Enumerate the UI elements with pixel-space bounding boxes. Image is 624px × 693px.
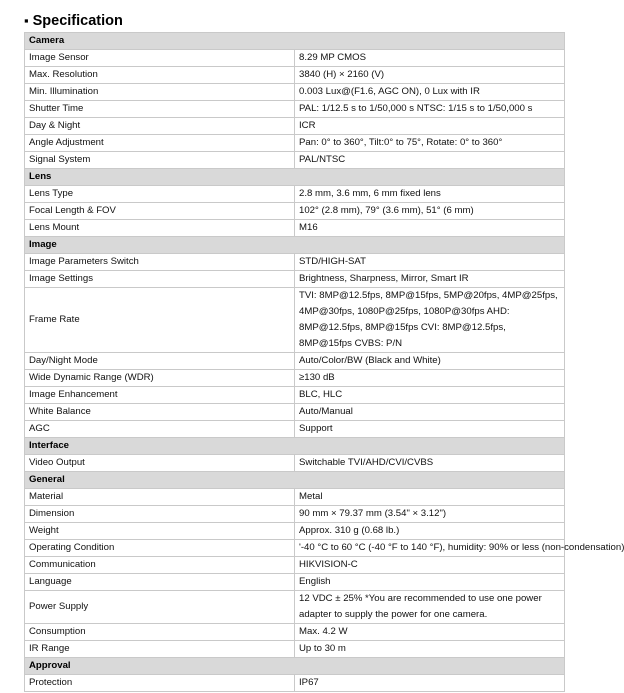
spec-value: 3840 (H) × 2160 (V) bbox=[295, 67, 565, 84]
spec-label: Min. Illumination bbox=[25, 84, 295, 101]
section-header-row bbox=[25, 169, 565, 186]
section-title: Lens bbox=[25, 169, 565, 186]
spec-value: Pan: 0° to 360°, Tilt:0° to 75°, Rotate: 0° to 360° bbox=[295, 135, 565, 152]
spec-value: PAL: 1/12.5 s to 1/50,000 s NTSC: 1/15 s to 1/50,000 s bbox=[295, 101, 565, 118]
table-row bbox=[25, 387, 565, 404]
table-row bbox=[25, 523, 565, 540]
table-row bbox=[25, 641, 565, 658]
table-row bbox=[25, 624, 565, 641]
spec-value: IP67 bbox=[295, 675, 565, 692]
spec-label: Power Supply bbox=[25, 591, 295, 624]
spec-value: English bbox=[295, 574, 565, 591]
table-row bbox=[25, 254, 565, 271]
spec-label: Focal Length & FOV bbox=[25, 203, 295, 220]
spec-label: IR Range bbox=[25, 641, 295, 658]
spec-label: Frame Rate bbox=[25, 288, 295, 353]
section-header-row bbox=[25, 237, 565, 254]
spec-label: Day/Night Mode bbox=[25, 353, 295, 370]
bullet-icon: ▪ bbox=[24, 13, 29, 28]
spec-label: Operating Condition bbox=[25, 540, 295, 557]
table-row bbox=[25, 118, 565, 135]
spec-label: Material bbox=[25, 489, 295, 506]
spec-value: Max. 4.2 W bbox=[295, 624, 565, 641]
table-row bbox=[25, 540, 565, 557]
section-title: Approval bbox=[25, 658, 565, 675]
spec-label: Communication bbox=[25, 557, 295, 574]
spec-label: Lens Type bbox=[25, 186, 295, 203]
table-row bbox=[25, 557, 565, 574]
spec-value: Metal bbox=[295, 489, 565, 506]
spec-value: PAL/NTSC bbox=[295, 152, 565, 169]
spec-value: 102° (2.8 mm), 79° (3.6 mm), 51° (6 mm) bbox=[295, 203, 565, 220]
table-row bbox=[25, 421, 565, 438]
table-row bbox=[25, 288, 565, 353]
spec-value: Auto/Manual bbox=[295, 404, 565, 421]
section-title: General bbox=[25, 472, 565, 489]
spec-value: 2.8 mm, 3.6 mm, 6 mm fixed lens bbox=[295, 186, 565, 203]
table-row bbox=[25, 489, 565, 506]
spec-label: Dimension bbox=[25, 506, 295, 523]
spec-value: 8.29 MP CMOS bbox=[295, 50, 565, 67]
spec-value: Up to 30 m bbox=[295, 641, 565, 658]
spec-value: M16 bbox=[295, 220, 565, 237]
spec-label: Wide Dynamic Range (WDR) bbox=[25, 370, 295, 387]
page-title bbox=[24, 13, 123, 29]
section-header-row bbox=[25, 438, 565, 455]
spec-label: Weight bbox=[25, 523, 295, 540]
spec-label: Max. Resolution bbox=[25, 67, 295, 84]
spec-label: White Balance bbox=[25, 404, 295, 421]
table-row bbox=[25, 135, 565, 152]
table-row bbox=[25, 370, 565, 387]
table-row bbox=[25, 50, 565, 67]
table-row bbox=[25, 455, 565, 472]
spec-label: Image Parameters Switch bbox=[25, 254, 295, 271]
spec-value: ≥130 dB bbox=[295, 370, 565, 387]
table-row bbox=[25, 84, 565, 101]
spec-label: Angle Adjustment bbox=[25, 135, 295, 152]
spec-label: Language bbox=[25, 574, 295, 591]
spec-label: Image Enhancement bbox=[25, 387, 295, 404]
spec-label: Shutter Time bbox=[25, 101, 295, 118]
spec-value: BLC, HLC bbox=[295, 387, 565, 404]
table-row bbox=[25, 353, 565, 370]
spec-table-body bbox=[25, 33, 624, 692]
spec-value: Auto/Color/BW (Black and White) bbox=[295, 353, 565, 370]
spec-value: Approx. 310 g (0.68 lb.) bbox=[295, 523, 565, 540]
spec-value: TVI: 8MP@12.5fps, 8MP@15fps, 5MP@20fps, 4MP@25fps, 4MP@30fps, 1080P@25fps, 1080P@30fps AHD: 8MP@12.5fps, 8MP@15fps CVI: 8MP@12.5fps, 8MP@15fps CVBS: P/N bbox=[295, 288, 565, 353]
section-title: Image bbox=[25, 237, 565, 254]
section-header-row bbox=[25, 472, 565, 489]
spec-value: '-40 °C to 60 °C (-40 °F to 140 °F), humidity: 90% or less (non-condensation) bbox=[295, 540, 565, 557]
section-header-row bbox=[25, 658, 565, 675]
spec-value: 0.003 Lux@(F1.6, AGC ON), 0 Lux with IR bbox=[295, 84, 565, 101]
spec-label: Day & Night bbox=[25, 118, 295, 135]
table-row bbox=[25, 186, 565, 203]
section-header-row bbox=[25, 33, 565, 50]
spec-value: STD/HIGH-SAT bbox=[295, 254, 565, 271]
section-title: Interface bbox=[25, 438, 565, 455]
section-title: Camera bbox=[25, 33, 565, 50]
spec-value: ICR bbox=[295, 118, 565, 135]
spec-label: Consumption bbox=[25, 624, 295, 641]
table-row bbox=[25, 574, 565, 591]
spec-value: Support bbox=[295, 421, 565, 438]
spec-label: Image Sensor bbox=[25, 50, 295, 67]
spec-value: 12 VDC ± 25% *You are recommended to use one power adapter to supply the power for one camera. bbox=[295, 591, 565, 624]
table-row bbox=[25, 101, 565, 118]
table-row bbox=[25, 152, 565, 169]
spec-value: Switchable TVI/AHD/CVI/CVBS bbox=[295, 455, 565, 472]
spec-value: 90 mm × 79.37 mm (3.54" × 3.12") bbox=[295, 506, 565, 523]
table-row bbox=[25, 271, 565, 288]
spec-label: AGC bbox=[25, 421, 295, 438]
table-row bbox=[25, 67, 565, 84]
spec-value: Brightness, Sharpness, Mirror, Smart IR bbox=[295, 271, 565, 288]
page-title-text: Specification bbox=[32, 13, 123, 29]
table-row bbox=[25, 404, 565, 421]
spec-label: Signal System bbox=[25, 152, 295, 169]
table-row bbox=[25, 220, 565, 237]
table-row bbox=[25, 506, 565, 523]
spec-label: Video Output bbox=[25, 455, 295, 472]
spec-label: Lens Mount bbox=[25, 220, 295, 237]
spec-value: HIKVISION-C bbox=[295, 557, 565, 574]
spec-label: Protection bbox=[25, 675, 295, 692]
spec-label: Image Settings bbox=[25, 271, 295, 288]
table-row bbox=[25, 675, 565, 692]
table-row bbox=[25, 591, 565, 624]
table-row bbox=[25, 203, 565, 220]
spec-table bbox=[24, 32, 624, 692]
